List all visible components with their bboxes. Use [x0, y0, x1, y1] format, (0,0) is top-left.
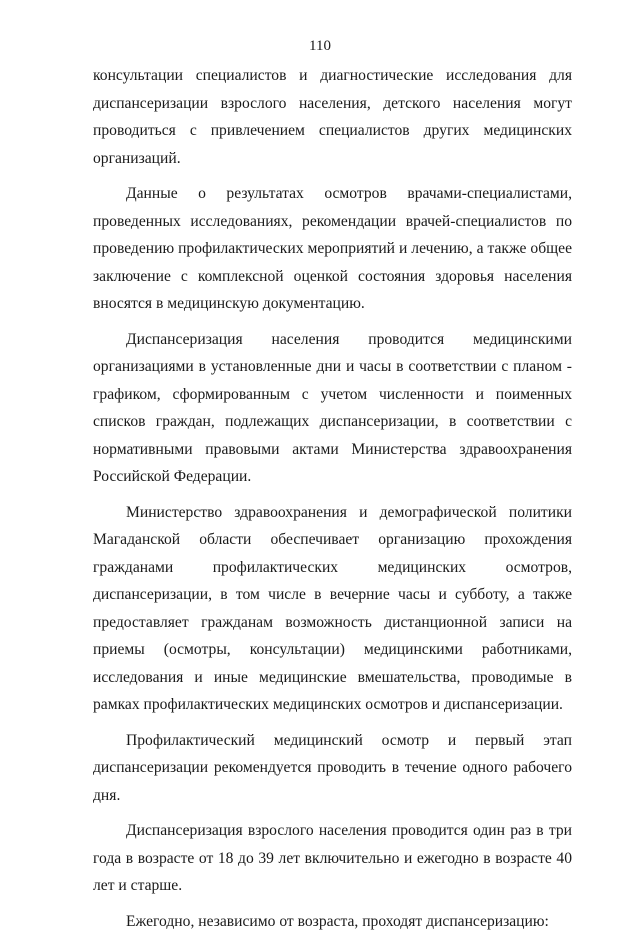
paragraph-ministry-provision: Министерство здравоохранения и демографической политики Магаданской области обеспечивает организацию прохождения гражданами профилактических медицинских осмотров, диспансеризации, в том числе в вечерние часы и субботу, а также предоставляет гражданам возможность дистанционной записи на приемы (осмотры, консультации) медицинскими работниками, исследования и иные медицинские вмешательства, проводимые в рамках профилактических медицинских осмотров и диспансеризации.: [93, 503, 572, 713]
paragraph-continuation: консультации специалистов и диагностические исследования для диспансеризации взрослого населения, детского населения могут проводиться с привлечением специалистов других медицинских организаций.: [93, 67, 572, 167]
document-body: [93, 62, 572, 943]
paragraph-frequency: Диспансеризация взрослого населения проводится один раз в три года в возрасте от 18 до 39 лет включительно и ежегодно в возрасте 40 лет и старше.: [93, 822, 572, 894]
paragraph-one-working-day: Профилактический медицинский осмотр и первый этап диспансеризации рекомендуется проводить в течение одного рабочего дня.: [93, 731, 572, 804]
page-number: 110: [309, 38, 331, 54]
paragraph-examination-results: Данные о результатах осмотров врачами-специалистами, проведенных исследованиях, рекомендации врачей-специалистов по проведению профилактических мероприятий и лечению, а также общее заключение с комплексной оценкой состояния здоровья населения вносятся в медицинскую документацию.: [93, 185, 572, 312]
paragraph-dispensary-schedule: Диспансеризация населения проводится медицинскими организациями в установленные дни и часы в соответствии с планом - графиком, сформированным с учетом численности и поименных списков граждан, подлежащих диспансеризации, в соответствии с нормативными правовыми актами Министерства здравоохранения Российской Федерации.: [93, 330, 572, 485]
paragraph-annual: Ежегодно, независимо от возраста, проходят диспансеризацию:: [126, 912, 549, 930]
